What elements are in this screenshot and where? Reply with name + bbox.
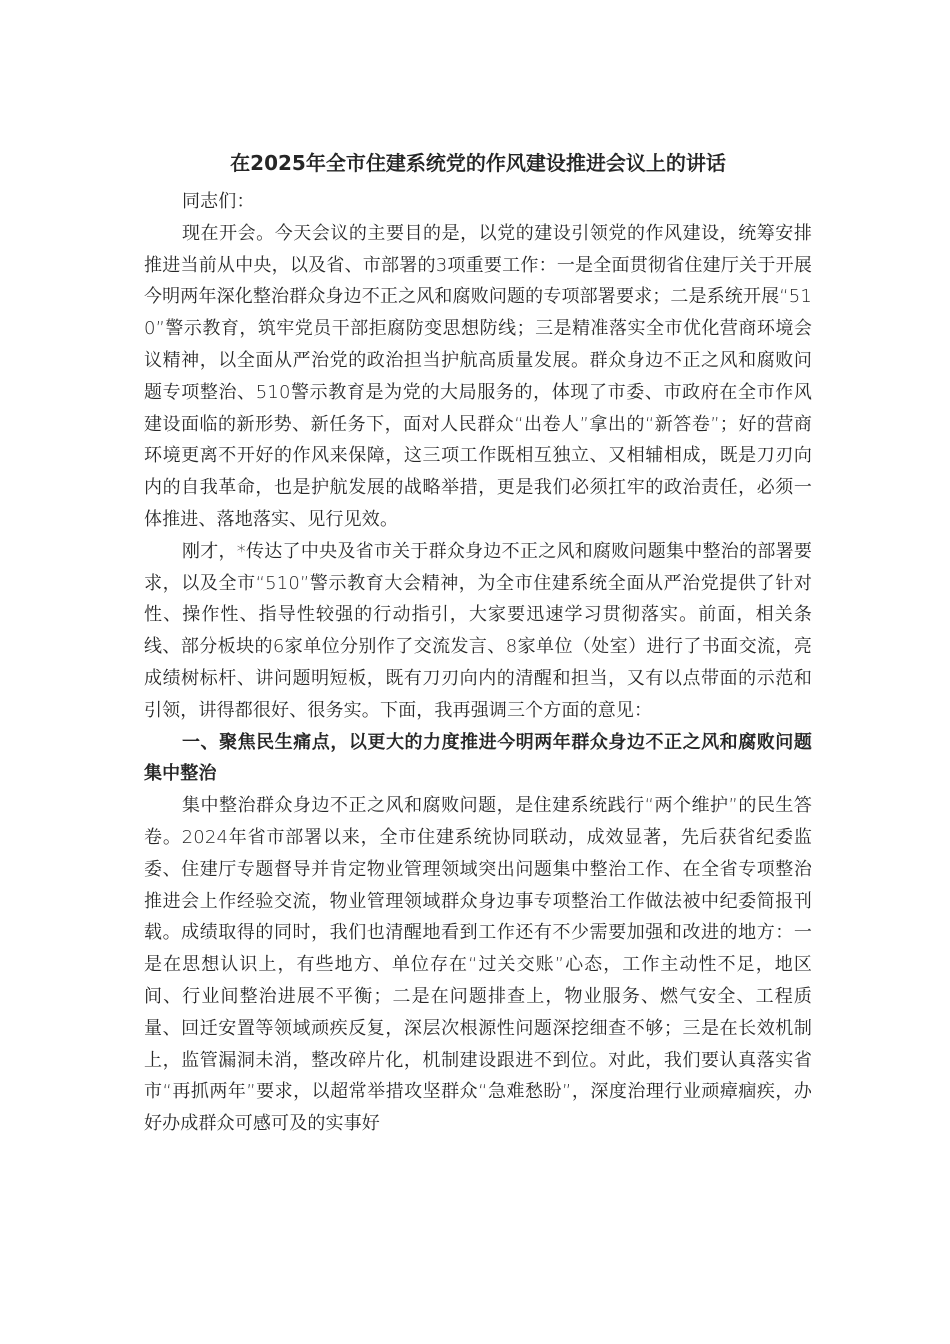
section-heading-1: 一、聚焦民生痛点，以更大的力度推进今明两年群众身边不正之风和腐败问题集中整治 (144, 731, 812, 785)
document-title: 在2025年全市住建系统党的作风建设推进会议上的讲话 (230, 151, 726, 175)
paragraph-2: 刚才，*传达了中央及省市关于群众身边不正之风和腐败问题集中整治的部署要求，以及全市“510”警示教育大会精神，为全市住建系统全面从严治党提供了针对性、操作性、指导性较强的行动指引，大家要迅速学习贯彻落实。前面，相关条线、部分板块的6家单位分别作了交流发言、8家单位（处室）进行了书面交流，亮成绩树标杆、讲问题明短板，既有刀刃向内的清醒和担当，又有以点带面的示范和引领，讲得都很好、很务实。下面，我再强调三个方面的意见： (144, 540, 812, 721)
document-page (144, 146, 812, 1140)
salutation: 同志们： (182, 191, 255, 212)
paragraph-3: 集中整治群众身边不正之风和腐败问题，是住建系统践行“两个维护”的民生答卷。2024年省市部署以来，全市住建系统协同联动，成效显著，先后获省纪委监委、住建厅专题督导并肯定物业管理领域突出问题集中整治工作、在全省专项整治推进会上作经验交流，物业管理领域群众身边事专项整治工作做法被中纪委简报刊载。成绩取得的同时，我们也清醒地看到工作还有不少需要加强和改进的地方：一是在思想认识上，有些地方、单位存在“过关交账”心态，工作主动性不足，地区间、行业间整治进展不平衡；二是在问题排查上，物业服务、燃气安全、工程质量、回迁安置等领域顽疾反复，深层次根源性问题深挖细查不够；三是在长效机制上，监管漏洞未消，整改碎片化，机制建设跟进不到位。对此，我们要认真落实省市“再抓两年”要求，以超常举措攻坚群众“急难愁盼”，深度治理行业顽瘴痼疾，办好办成群众可感可及的实事好 (144, 795, 812, 1135)
paragraph-1: 现在开会。今天会议的主要目的是，以党的建设引领党的作风建设，统筹安排推进当前从中央，以及省、市部署的3项重要工作：一是全面贯彻省住建厅关于开展今明两年深化整治群众身边不正之风和腐败问题的专项部署要求；二是系统开展“510”警示教育，筑牢党员干部拒腐防变思想防线；三是精准落实全市优化营商环境会议精神，以全面从严治党的政治担当护航高质量发展。群众身边不正之风和腐败问题专项整治、510警示教育是为党的大局服务的，体现了市委、市政府在全市作风建设面临的新形势、新任务下，面对人民群众“出卷人”拿出的“新答卷”；好的营商环境更离不开好的作风来保障，这三项工作既相互独立、又相辅相成，既是刀刃向内的自我革命，也是护航发展的战略举措，更是我们必须扛牢的政治责任，必须一体推进、落地落实、见行见效。 (144, 222, 812, 530)
